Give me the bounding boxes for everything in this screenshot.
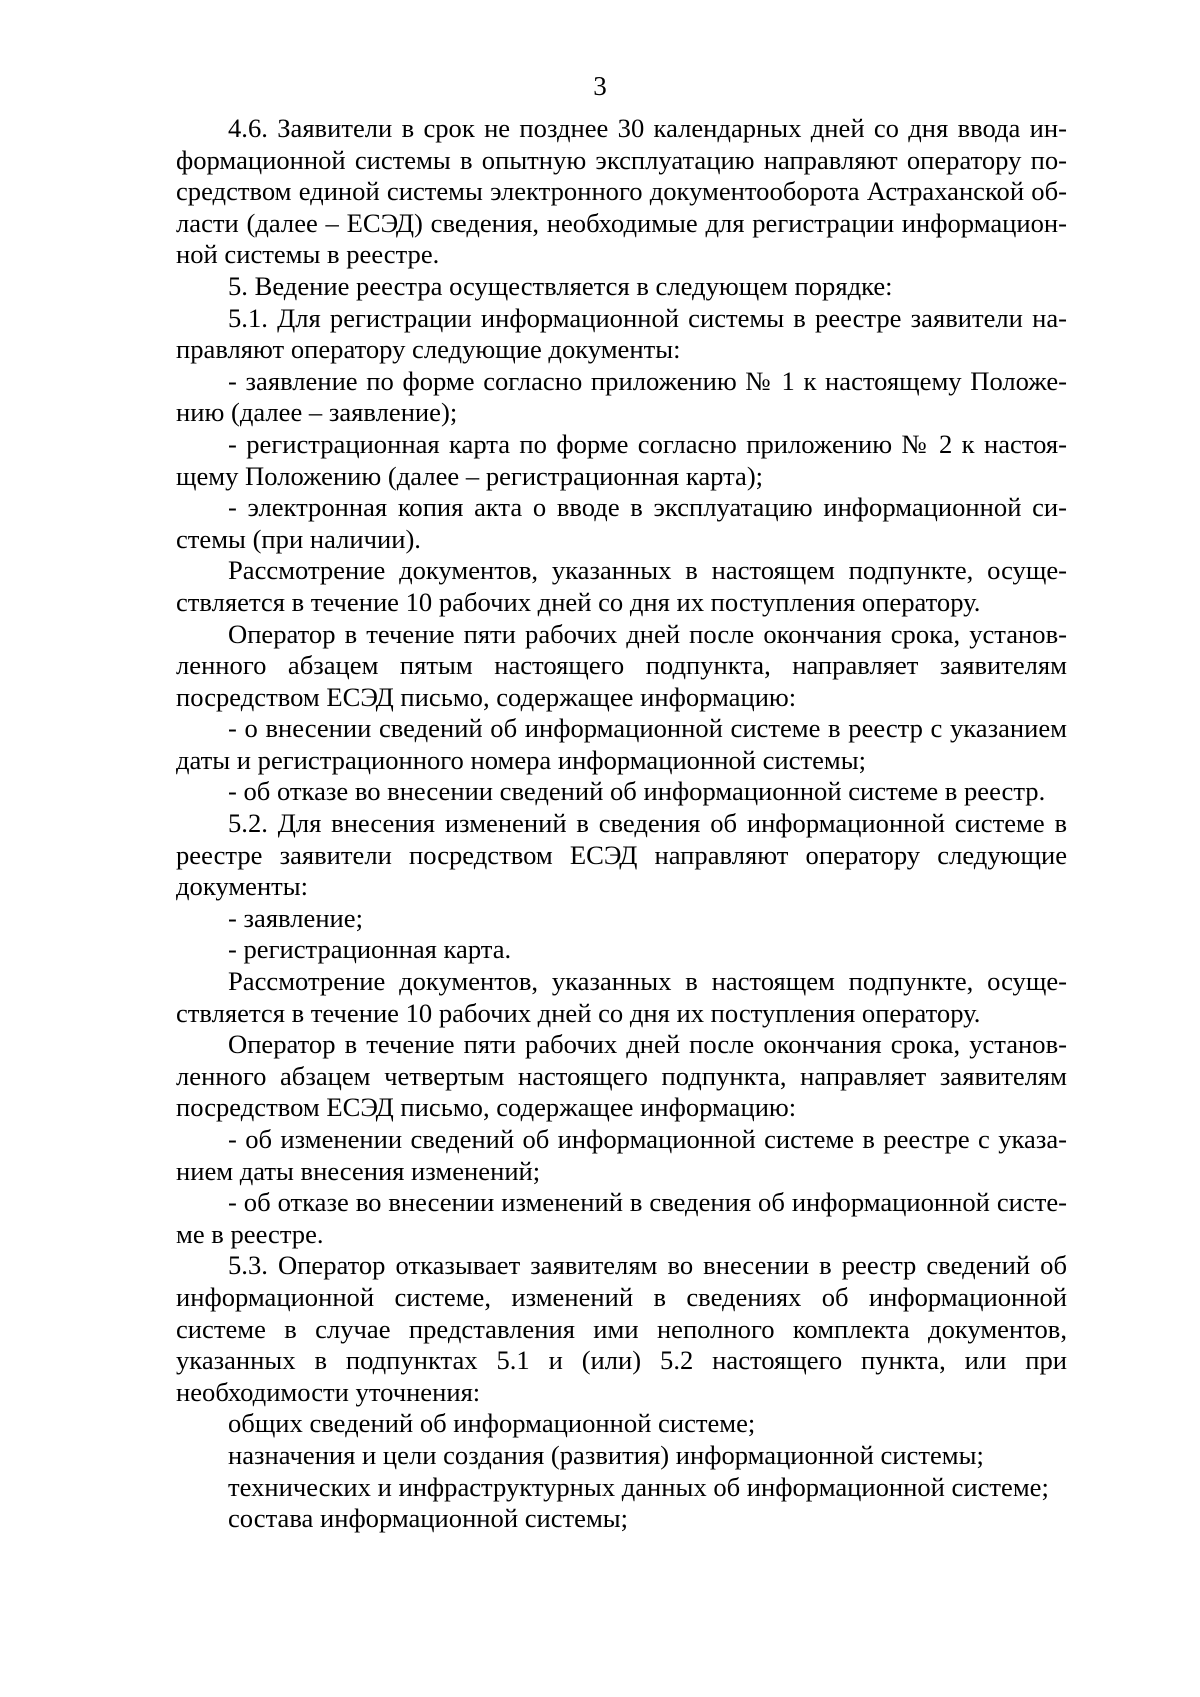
list-item-registration-card: - регистрационная карта. <box>228 934 512 965</box>
list-item-application: - заявление по форме согласно приложению № 1 к настоящему Положению (далее – заявление); <box>176 365 1067 428</box>
list-item-changes-made: - об изменении сведений об информационной системе в реестре с указанием даты внесения изменений; <box>176 1124 1067 1186</box>
list-item-registration-card: - регистрационная карта по форме согласно приложению № 2 к настоящему Положению (далее – регистрационная карта); <box>176 428 1067 491</box>
paragraph-5-3: 5.3. Оператор отказывает заявителям во внесении в реестр сведений об информационной системе, изменений в сведениях об информационной системе в случае представления ими неполного комплекта документов, указанных в подпунктах 5.1 и (или) 5.2 настоящего пункта, или при необходимости уточнения: <box>176 1250 1067 1407</box>
list-item-changes-refused: - об отказе во внесении изменений в сведения об информационной системе в реестре. <box>176 1187 1067 1249</box>
list-item-general-info: общих сведений об информационной системе; <box>228 1408 756 1439</box>
list-item-entry-made: - о внесении сведений об информационной системе в реестр с указанием даты и регистрационного номера информационной системы; <box>176 713 1067 775</box>
paragraph-operator-letter: Оператор в течение пяти рабочих дней после окончания срока, установленного абзацем пятым настоящего подпункта, направляет заявителям посредством ЕСЭД письмо, содержащее информацию: <box>176 618 1067 712</box>
list-item-act-copy: - электронная копия акта о вводе в эксплуатацию информационной системы (при наличии). <box>176 492 1067 554</box>
paragraph-review-period: Рассмотрение документов, указанных в настоящем подпункте, осуществляется в течение 10 рабочих дней со дня их поступления оператору. <box>176 555 1067 617</box>
document-body <box>176 113 1067 1535</box>
paragraph-review-period: Рассмотрение документов, указанных в настоящем подпункте, осуществляется в течение 10 рабочих дней со дня их поступления оператору. <box>176 966 1067 1028</box>
page-number: 3 <box>593 71 607 101</box>
paragraph-operator-letter: Оператор в течение пяти рабочих дней после окончания срока, установленного абзацем четвертым настоящего подпункта, направляет заявителям посредством ЕСЭД письмо, содержащее информацию: <box>176 1029 1067 1123</box>
list-item-technical-data: технических и инфраструктурных данных об информационной системе; <box>228 1471 1049 1502</box>
paragraph-5: 5. Ведение реестра осуществляется в следующем порядке: <box>228 270 893 301</box>
paragraph-5-1: 5.1. Для регистрации информационной системы в реестре заявители направляют оператору следующие документы: <box>176 302 1067 365</box>
paragraph-5-2: 5.2. Для внесения изменений в сведения об информационной системе в реестре заявители посредством ЕСЭД направляют оператору следующие документы: <box>176 808 1067 902</box>
list-item-entry-refused: - об отказе во внесении сведений об информационной системе в реестр. <box>228 776 1046 807</box>
paragraph-4-6: 4.6. Заявители в срок не позднее 30 календарных дней со дня ввода информационной системы в опытную эксплуатацию направляют оператору посредством единой системы электронного документооборота Астраханской области (далее – ЕСЭД) сведения, необходимые для регистрации информационной системы в реестре. <box>176 113 1067 270</box>
list-item-composition: состава информационной системы; <box>228 1503 629 1534</box>
list-item-application: - заявление; <box>228 902 363 933</box>
list-item-purpose: назначения и цели создания (развития) информационной системы; <box>228 1439 984 1470</box>
